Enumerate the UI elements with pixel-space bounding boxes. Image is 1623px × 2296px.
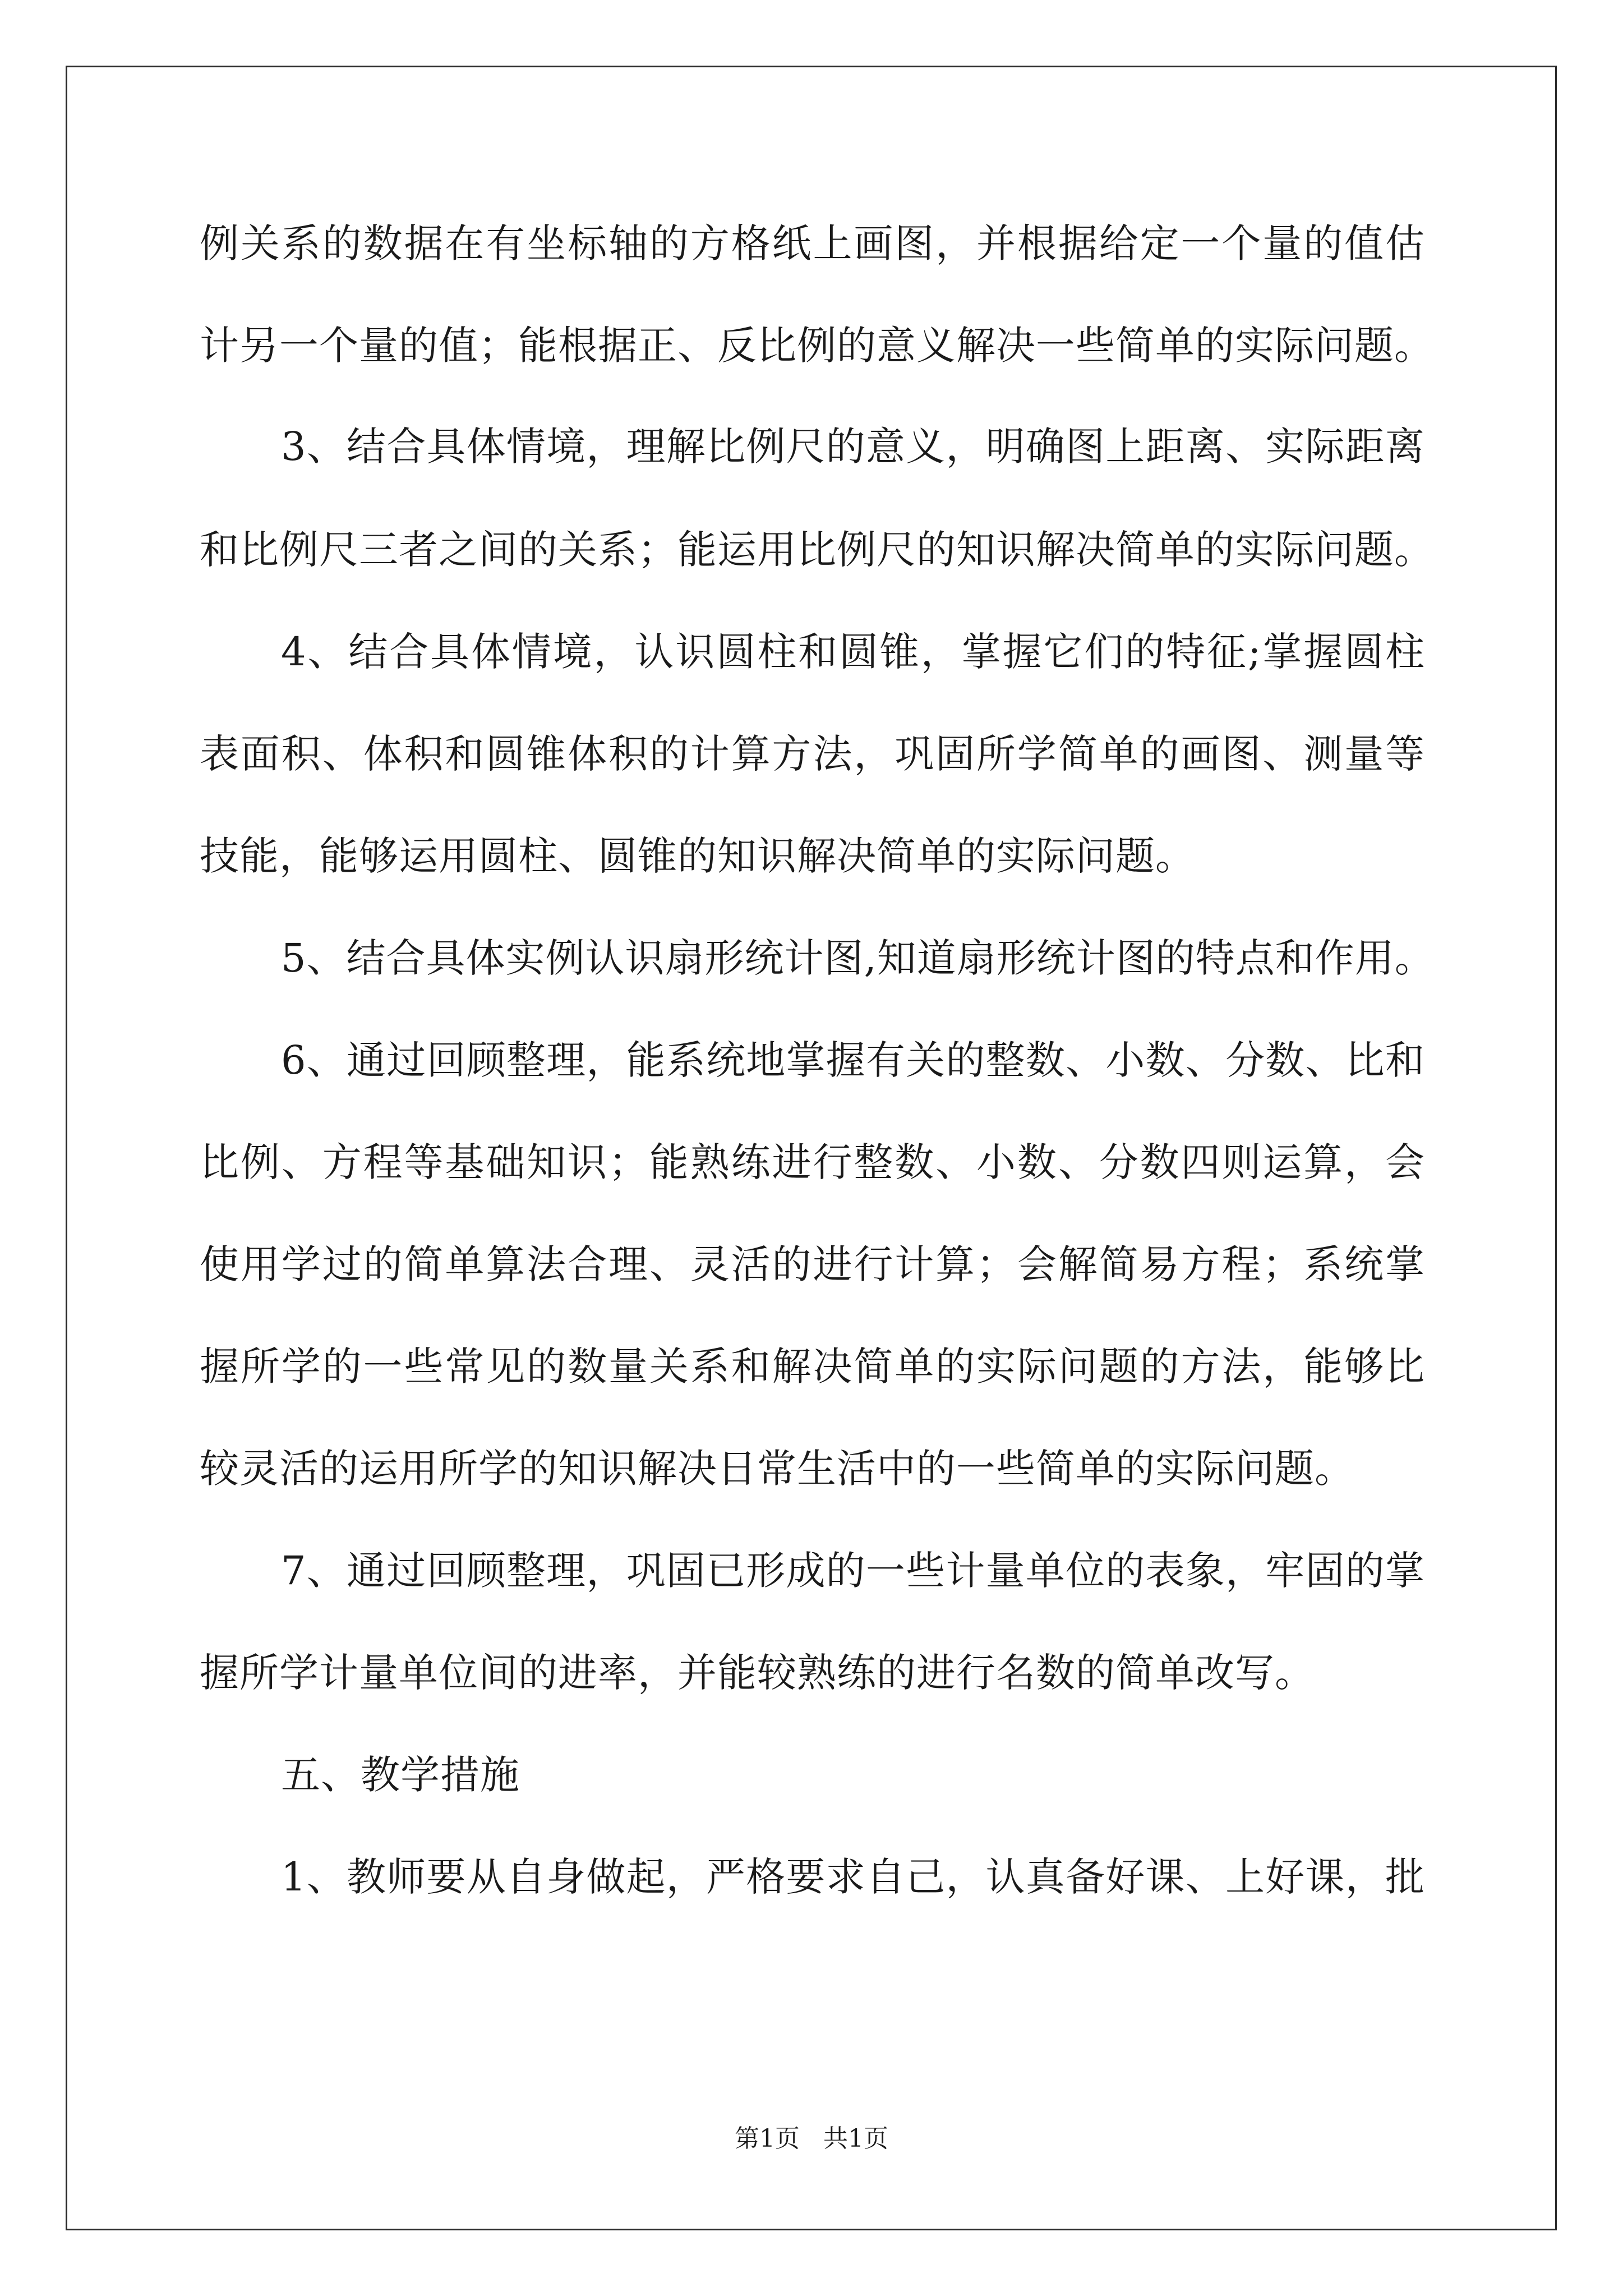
- text-line: 表面积、体积和圆锥体积的计算方法，巩固所学简单的画图、测量等: [200, 731, 1425, 777]
- text-line: 比例、方程等基础知识；能熟练进行整数、小数、分数四则运算，会: [200, 1139, 1425, 1185]
- text-line: 7、通过回顾整理，巩固已形成的一些计量单位的表象，牢固的掌: [281, 1548, 1425, 1594]
- text-line: 使用学过的简单算法合理、灵活的进行计算；会解简易方程；系统掌: [200, 1241, 1425, 1287]
- text-line: 计另一个量的值；能根据正、反比例的意义解决一些简单的实际问题。: [200, 323, 1434, 369]
- text-line: 例关系的数据在有坐标轴的方格纸上画图，并根据给定一个量的值估: [200, 220, 1425, 266]
- text-line: 1、教师要从自身做起，严格要求自己，认真备好课、上好课，批: [281, 1854, 1425, 1900]
- text-line: 和比例尺三者之间的关系；能运用比例尺的知识解决简单的实际问题。: [200, 527, 1434, 573]
- text-line: 3、结合具体情境，理解比例尺的意义，明确图上距离、实际距离: [281, 424, 1425, 470]
- text-line: 5、结合具体实例认识扇形统计图,知道扇形统计图的特点和作用。: [281, 935, 1435, 981]
- text-line: 4、结合具体情境，认识圆柱和圆锥，掌握它们的特征;掌握圆柱: [281, 629, 1425, 675]
- section-heading: 五、教学措施: [281, 1752, 520, 1798]
- text-line: 6、通过回顾整理，能系统地掌握有关的整数、小数、分数、比和: [281, 1037, 1425, 1083]
- page-footer: 第1页 共1页: [735, 2124, 888, 2153]
- text-line: 握所学的一些常见的数量关系和解决简单的实际问题的方法，能够比: [200, 1343, 1425, 1389]
- text-line: 握所学计量单位间的进率，并能较熟练的进行名数的简单改写。: [200, 1650, 1315, 1696]
- text-line: 技能，能够运用圆柱、圆锥的知识解决简单的实际问题。: [200, 833, 1195, 879]
- text-line: 较灵活的运用所学的知识解决日常生活中的一些简单的实际问题。: [200, 1446, 1354, 1492]
